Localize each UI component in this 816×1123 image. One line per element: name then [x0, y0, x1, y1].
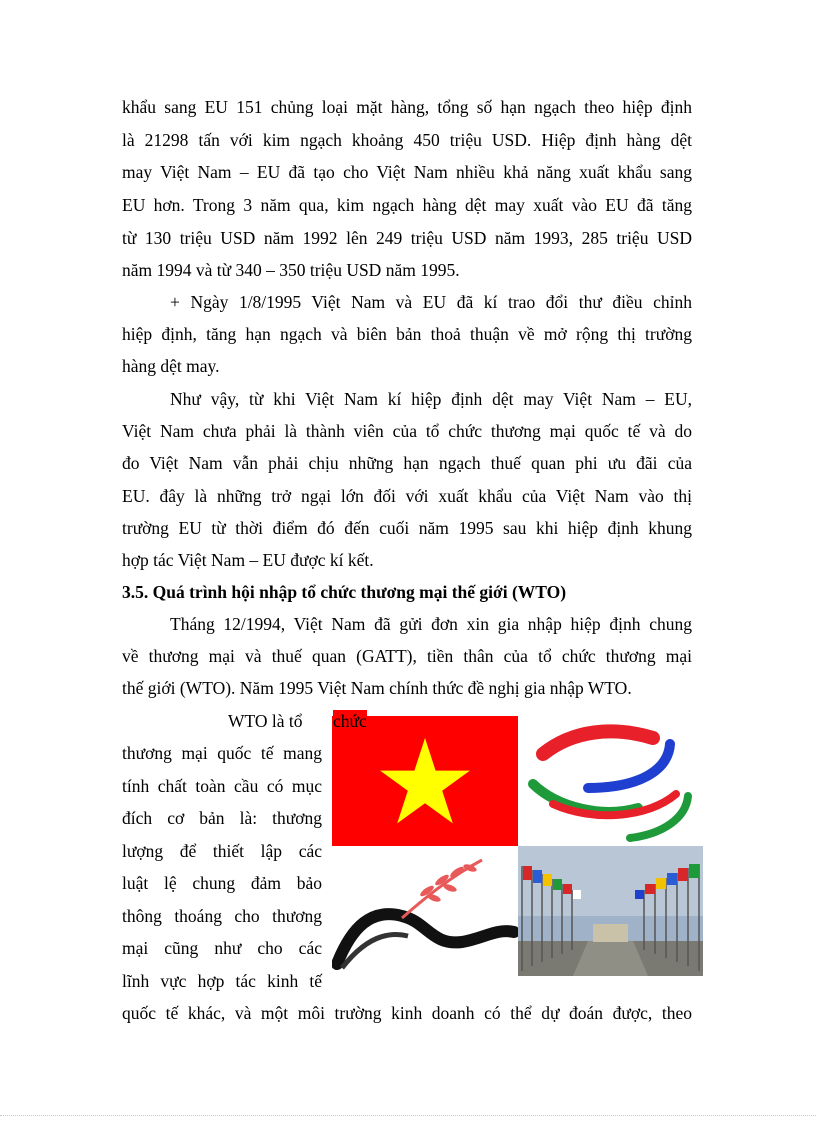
text-line: đích cơ bản là: thương: [122, 808, 322, 828]
text-line: Như vậy, từ khi Việt Nam kí hiệp định dệt may Việt Nam – EU,: [170, 389, 692, 409]
text-line: WTO là tổ: [228, 711, 303, 731]
text-line: mại cũng như cho các: [122, 938, 322, 958]
text-line: khẩu sang EU 151 chủng loại mặt hàng, tổng số hạn ngạch theo hiệp định: [122, 97, 692, 117]
olive-branch-brush-image: [332, 846, 518, 976]
text-line: thông thoáng cho thương: [122, 906, 322, 926]
text-line: EU hơn. Trong 3 năm qua, kim ngạch hàng dệt may xuất vào EU đã tăng: [122, 195, 692, 215]
flags-avenue-image: [518, 846, 703, 976]
text-line: hiệp định, tăng hạn ngạch và biên bản thoả thuận về mở rộng thị trường: [122, 324, 692, 344]
page-bottom-border: [0, 1115, 816, 1116]
text-line: từ 130 triệu USD năm 1992 lên 249 triệu USD năm 1993, 285 triệu USD: [122, 228, 692, 248]
text-line: tính chất toàn cầu có mục: [122, 776, 322, 796]
text-line: hợp tác Việt Nam – EU được kí kết.: [122, 550, 374, 570]
text-line: quốc tế khác, và một môi trường kinh doanh có thể dự đoán được, theo: [122, 1003, 692, 1023]
text-line: EU. đây là những trở ngại lớn đối với xuất khẩu của Việt Nam vào thị: [122, 486, 692, 506]
text-line: đo Việt Nam vẫn phải chịu những hạn ngạch thuế quan phi ưu đãi của: [122, 453, 692, 473]
text-line: hàng dệt may.: [122, 356, 220, 376]
image-collage: [332, 716, 703, 976]
text-line: lượng để thiết lập các: [122, 841, 322, 861]
overlap-word: chức: [333, 711, 367, 731]
text-line: năm 1994 và từ 340 – 350 triệu USD năm 1995.: [122, 260, 460, 280]
text-line: thế giới (WTO). Năm 1995 Việt Nam chính thức đề nghị gia nhập WTO.: [122, 678, 632, 698]
text-line: lĩnh vực hợp tác kinh tế: [122, 971, 322, 991]
text-line: + Ngày 1/8/1995 Việt Nam và EU đã kí trao đổi thư điều chỉnh: [170, 292, 692, 312]
text-line: là 21298 tấn với kim ngạch khoảng 450 triệu USD. Hiệp định hàng dệt: [122, 130, 692, 150]
text-line: luật lệ chung đảm bảo: [122, 873, 322, 893]
text-line: thương mại quốc tế mang: [122, 743, 322, 763]
text-line: trường EU từ thời điểm đó đến cuối năm 1995 sau khi hiệp định khung: [122, 518, 692, 538]
section-heading: 3.5. Quá trình hội nhập tổ chức thương mại thế giới (WTO): [122, 582, 567, 602]
wto-logo-image: [518, 716, 703, 846]
vietnam-flag-image: [332, 716, 518, 846]
text-line: về thương mại và thuế quan (GATT), tiền thân của tổ chức thương mại: [122, 646, 692, 666]
text-line: Tháng 12/1994, Việt Nam đã gửi đơn xin gia nhập hiệp định chung: [170, 614, 692, 634]
text-line: Việt Nam chưa phải là thành viên của tổ chức thương mại quốc tế và do: [122, 421, 692, 441]
text-line: may Việt Nam – EU đã tạo cho Việt Nam nhiều khả năng xuất khẩu sang: [122, 162, 692, 182]
